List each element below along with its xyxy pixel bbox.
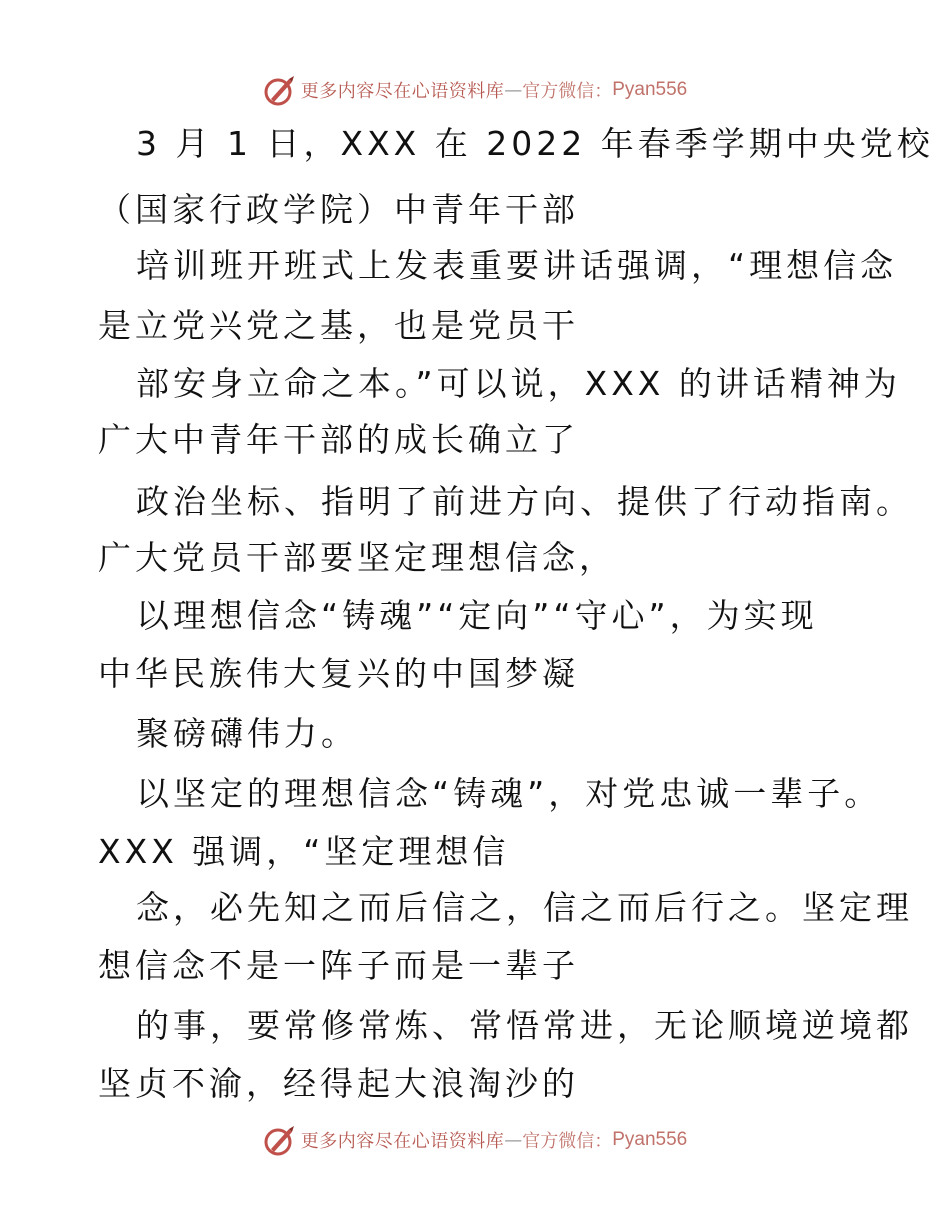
banner-separator: — <box>504 79 523 101</box>
text-line-9: 以理想信念“铸魂”“定向”“守心”，为实现 <box>136 596 818 635</box>
text-line-15: 想信念不是一阵子而是一辈子 <box>98 946 579 985</box>
banner-wechat-id: Pyan556 <box>612 1129 688 1150</box>
banner-title: 更多内容尽在心语资料库 <box>300 1131 505 1152</box>
text-line-17: 坚贞不渝，经得起大浪淘沙的 <box>98 1064 579 1103</box>
banner-title: 更多内容尽在心语资料库 <box>300 81 505 102</box>
text-line-7: 政治坐标、指明了前进方向、提供了行动指南。 <box>136 482 913 521</box>
text-line-14: 念，必先知之而后信之，信之而后行之。坚定理 <box>136 888 913 927</box>
text-line-6: 广大中青年干部的成长确立了 <box>98 420 579 459</box>
text-line-4: 是立党兴党之基，也是党员干 <box>98 306 579 345</box>
text-line-3: 培训班开班式上发表重要讲话强调，“理想信念 <box>136 246 898 285</box>
banner-separator: — <box>504 1129 523 1151</box>
text-line-12: 以坚定的理想信念“铸魂”，对党忠诚一辈子。 <box>136 774 882 813</box>
banner-official-label: 官方微信： <box>522 1131 613 1152</box>
quill-pen-logo-icon <box>263 73 297 107</box>
text-line-16: 的事，要常修常炼、常悟常进，无论顺境逆境都 <box>136 1006 913 1045</box>
text-line-2: （国家行政学院）中青年干部 <box>98 190 579 229</box>
text-line-8: 广大党员干部要坚定理想信念， <box>98 538 616 577</box>
quill-pen-logo-icon <box>263 1123 297 1157</box>
text-line-10: 中华民族伟大复兴的中国梦凝 <box>98 654 579 693</box>
header-banner <box>0 70 950 110</box>
footer-banner <box>0 1120 950 1160</box>
text-line-13: XXX 强调，“坚定理想信 <box>98 832 510 871</box>
banner-wechat-id: Pyan556 <box>612 79 688 100</box>
text-line-11: 聚磅礴伟力。 <box>136 714 358 753</box>
text-line-1: 3 月 1 日，XXX 在 2022 年春季学期中央党校 <box>136 124 934 163</box>
banner-official-label: 官方微信： <box>522 81 613 102</box>
text-line-5: 部安身立命之本。”可以说，XXX 的讲话精神为 <box>136 364 901 403</box>
